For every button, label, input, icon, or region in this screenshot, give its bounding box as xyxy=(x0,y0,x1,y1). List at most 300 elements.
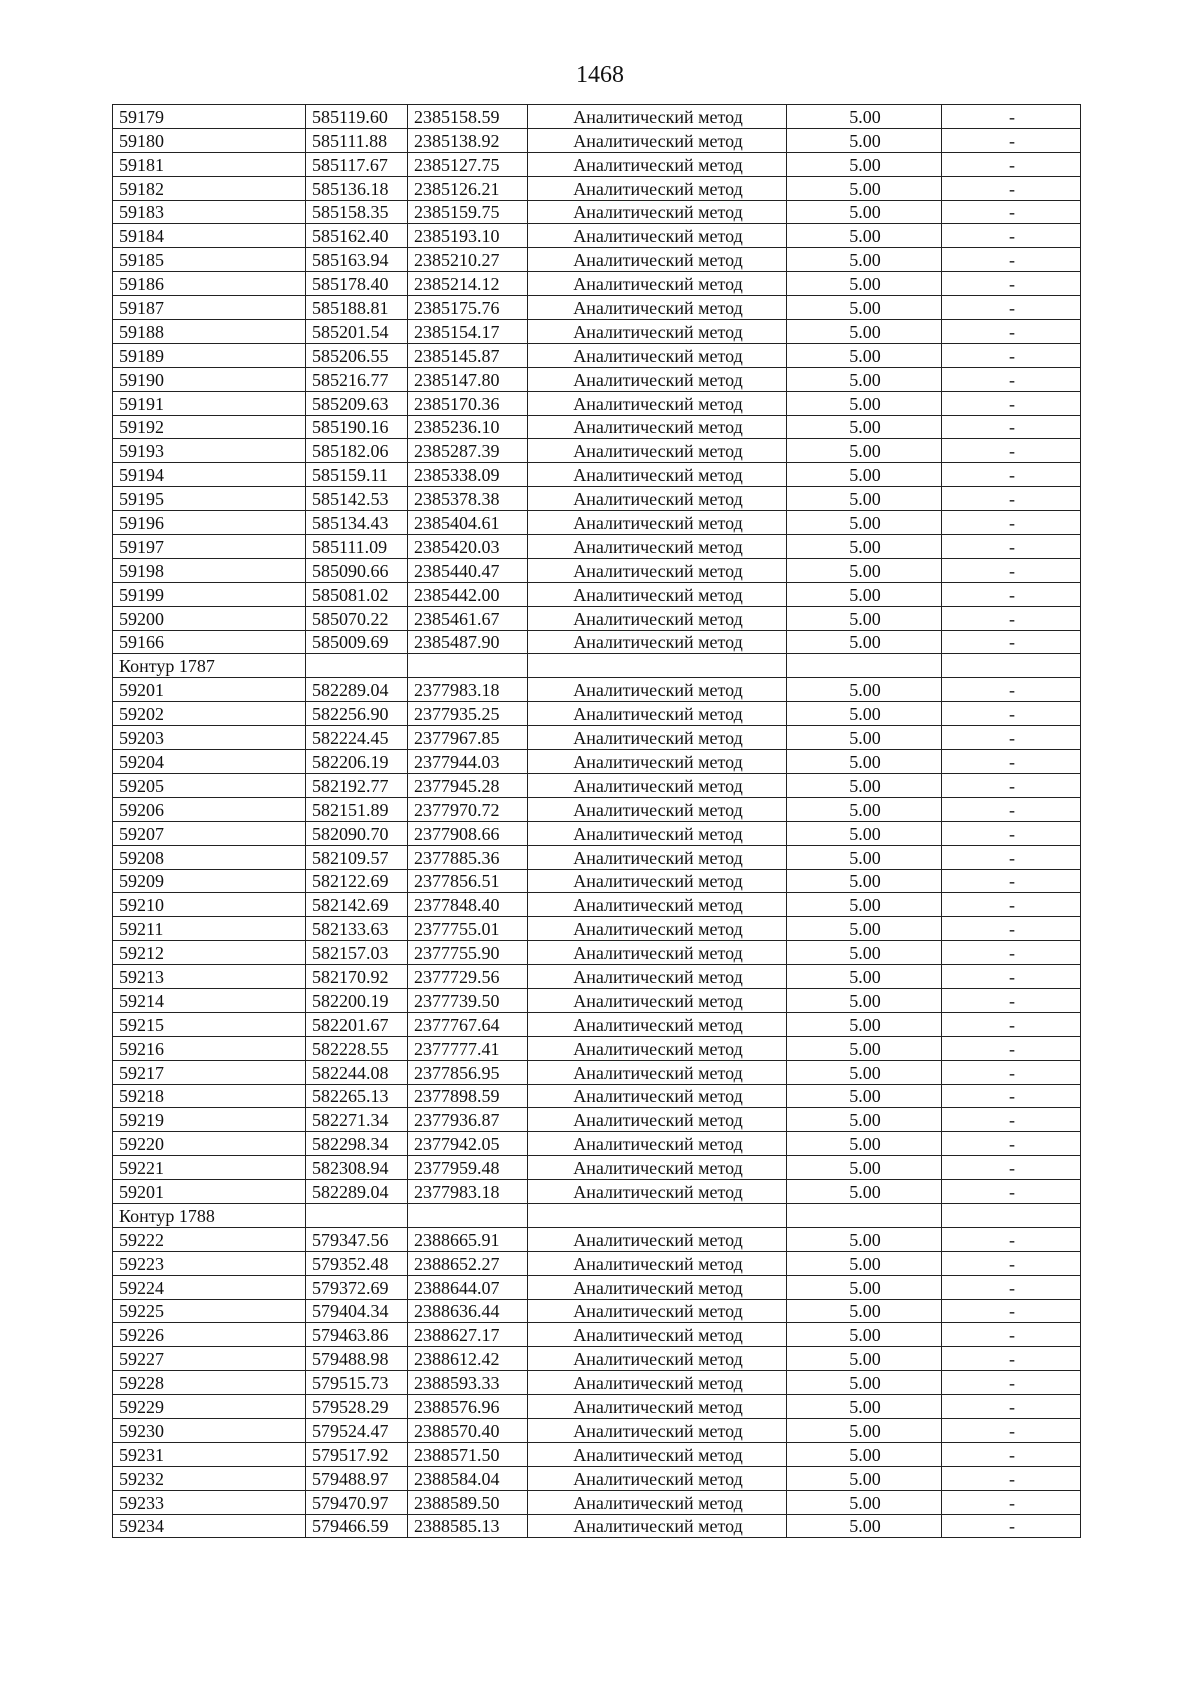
error-value: 5.00 xyxy=(787,1395,942,1419)
empty-cell xyxy=(942,654,1081,678)
point-number: 59214 xyxy=(113,988,306,1012)
y-coordinate: 2388584.04 xyxy=(408,1466,528,1490)
y-coordinate: 2377777.41 xyxy=(408,1036,528,1060)
method-cell: Аналитический метод xyxy=(528,1514,787,1538)
x-coordinate: 579347.56 xyxy=(306,1227,408,1251)
note-cell: - xyxy=(942,917,1081,941)
x-coordinate: 585188.81 xyxy=(306,296,408,320)
table-row xyxy=(113,296,1081,320)
point-number: 59206 xyxy=(113,797,306,821)
x-coordinate: 585136.18 xyxy=(306,176,408,200)
x-coordinate: 579528.29 xyxy=(306,1395,408,1419)
y-coordinate: 2377856.51 xyxy=(408,869,528,893)
point-number: 59225 xyxy=(113,1299,306,1323)
point-number: 59228 xyxy=(113,1371,306,1395)
point-number: 59213 xyxy=(113,965,306,989)
note-cell: - xyxy=(942,1347,1081,1371)
note-cell: - xyxy=(942,1418,1081,1442)
x-coordinate: 585117.67 xyxy=(306,152,408,176)
y-coordinate: 2388593.33 xyxy=(408,1371,528,1395)
error-value: 5.00 xyxy=(787,869,942,893)
error-value: 5.00 xyxy=(787,1275,942,1299)
x-coordinate: 585209.63 xyxy=(306,391,408,415)
error-value: 5.00 xyxy=(787,941,942,965)
error-value: 5.00 xyxy=(787,1227,942,1251)
y-coordinate: 2377970.72 xyxy=(408,797,528,821)
table-row xyxy=(113,105,1081,129)
contour-header-row xyxy=(113,654,1081,678)
note-cell: - xyxy=(942,1323,1081,1347)
point-number: 59193 xyxy=(113,439,306,463)
error-value: 5.00 xyxy=(787,343,942,367)
y-coordinate: 2377983.18 xyxy=(408,1180,528,1204)
error-value: 5.00 xyxy=(787,1251,942,1275)
table-row xyxy=(113,702,1081,726)
table-row xyxy=(113,917,1081,941)
error-value: 5.00 xyxy=(787,988,942,1012)
note-cell: - xyxy=(942,439,1081,463)
note-cell: - xyxy=(942,1514,1081,1538)
x-coordinate: 579488.97 xyxy=(306,1466,408,1490)
error-value: 5.00 xyxy=(787,224,942,248)
point-number: 59212 xyxy=(113,941,306,965)
table-row xyxy=(113,1490,1081,1514)
y-coordinate: 2385420.03 xyxy=(408,535,528,559)
point-number: 59166 xyxy=(113,630,306,654)
error-value: 5.00 xyxy=(787,1514,942,1538)
method-cell: Аналитический метод xyxy=(528,1418,787,1442)
x-coordinate: 585216.77 xyxy=(306,367,408,391)
y-coordinate: 2377983.18 xyxy=(408,678,528,702)
x-coordinate: 585206.55 xyxy=(306,343,408,367)
error-value: 5.00 xyxy=(787,296,942,320)
error-value: 5.00 xyxy=(787,893,942,917)
error-value: 5.00 xyxy=(787,1371,942,1395)
point-number: 59179 xyxy=(113,105,306,129)
y-coordinate: 2385170.36 xyxy=(408,391,528,415)
note-cell: - xyxy=(942,1490,1081,1514)
table-row xyxy=(113,773,1081,797)
x-coordinate: 579470.97 xyxy=(306,1490,408,1514)
y-coordinate: 2388636.44 xyxy=(408,1299,528,1323)
method-cell: Аналитический метод xyxy=(528,941,787,965)
note-cell: - xyxy=(942,630,1081,654)
table-row xyxy=(113,367,1081,391)
error-value: 5.00 xyxy=(787,965,942,989)
error-value: 5.00 xyxy=(787,1347,942,1371)
error-value: 5.00 xyxy=(787,750,942,774)
x-coordinate: 582244.08 xyxy=(306,1060,408,1084)
y-coordinate: 2377959.48 xyxy=(408,1156,528,1180)
error-value: 5.00 xyxy=(787,1442,942,1466)
empty-cell xyxy=(306,1203,408,1227)
point-number: 59191 xyxy=(113,391,306,415)
table-row xyxy=(113,391,1081,415)
method-cell: Аналитический метод xyxy=(528,1275,787,1299)
method-cell: Аналитический метод xyxy=(528,1060,787,1084)
empty-cell xyxy=(306,654,408,678)
table-row xyxy=(113,1466,1081,1490)
point-number: 59220 xyxy=(113,1132,306,1156)
y-coordinate: 2377908.66 xyxy=(408,821,528,845)
point-number: 59199 xyxy=(113,582,306,606)
y-coordinate: 2377967.85 xyxy=(408,726,528,750)
note-cell: - xyxy=(942,1156,1081,1180)
point-number: 59183 xyxy=(113,200,306,224)
note-cell: - xyxy=(942,415,1081,439)
note-cell: - xyxy=(942,320,1081,344)
x-coordinate: 585190.16 xyxy=(306,415,408,439)
y-coordinate: 2385442.00 xyxy=(408,582,528,606)
y-coordinate: 2377885.36 xyxy=(408,845,528,869)
x-coordinate: 579524.47 xyxy=(306,1418,408,1442)
note-cell: - xyxy=(942,821,1081,845)
error-value: 5.00 xyxy=(787,582,942,606)
error-value: 5.00 xyxy=(787,200,942,224)
x-coordinate: 579466.59 xyxy=(306,1514,408,1538)
x-coordinate: 582308.94 xyxy=(306,1156,408,1180)
table-row xyxy=(113,1251,1081,1275)
error-value: 5.00 xyxy=(787,1418,942,1442)
error-value: 5.00 xyxy=(787,535,942,559)
note-cell: - xyxy=(942,200,1081,224)
x-coordinate: 582133.63 xyxy=(306,917,408,941)
error-value: 5.00 xyxy=(787,439,942,463)
y-coordinate: 2377936.87 xyxy=(408,1108,528,1132)
note-cell: - xyxy=(942,128,1081,152)
x-coordinate: 585009.69 xyxy=(306,630,408,654)
error-value: 5.00 xyxy=(787,511,942,535)
coordinates-table xyxy=(112,104,1081,1538)
point-number: 59219 xyxy=(113,1108,306,1132)
method-cell: Аналитический метод xyxy=(528,702,787,726)
x-coordinate: 582142.69 xyxy=(306,893,408,917)
y-coordinate: 2377942.05 xyxy=(408,1132,528,1156)
x-coordinate: 585119.60 xyxy=(306,105,408,129)
y-coordinate: 2385287.39 xyxy=(408,439,528,463)
table-row xyxy=(113,582,1081,606)
point-number: 59186 xyxy=(113,272,306,296)
note-cell: - xyxy=(942,1395,1081,1419)
method-cell: Аналитический метод xyxy=(528,773,787,797)
x-coordinate: 579404.34 xyxy=(306,1299,408,1323)
method-cell: Аналитический метод xyxy=(528,128,787,152)
contour-label: Контур 1788 xyxy=(113,1203,306,1227)
note-cell: - xyxy=(942,893,1081,917)
method-cell: Аналитический метод xyxy=(528,511,787,535)
error-value: 5.00 xyxy=(787,128,942,152)
note-cell: - xyxy=(942,797,1081,821)
y-coordinate: 2388571.50 xyxy=(408,1442,528,1466)
note-cell: - xyxy=(942,941,1081,965)
note-cell: - xyxy=(942,773,1081,797)
y-coordinate: 2377935.25 xyxy=(408,702,528,726)
note-cell: - xyxy=(942,702,1081,726)
point-number: 59227 xyxy=(113,1347,306,1371)
point-number: 59185 xyxy=(113,248,306,272)
error-value: 5.00 xyxy=(787,487,942,511)
y-coordinate: 2385338.09 xyxy=(408,463,528,487)
note-cell: - xyxy=(942,1299,1081,1323)
table-row xyxy=(113,1418,1081,1442)
y-coordinate: 2388665.91 xyxy=(408,1227,528,1251)
point-number: 59215 xyxy=(113,1012,306,1036)
table-row xyxy=(113,176,1081,200)
method-cell: Аналитический метод xyxy=(528,821,787,845)
method-cell: Аналитический метод xyxy=(528,558,787,582)
y-coordinate: 2385404.61 xyxy=(408,511,528,535)
table-row xyxy=(113,1514,1081,1538)
table-row xyxy=(113,1108,1081,1132)
point-number: 59188 xyxy=(113,320,306,344)
table-row xyxy=(113,750,1081,774)
note-cell: - xyxy=(942,1371,1081,1395)
table-row xyxy=(113,1227,1081,1251)
table-row xyxy=(113,678,1081,702)
point-number: 59181 xyxy=(113,152,306,176)
point-number: 59203 xyxy=(113,726,306,750)
table-row xyxy=(113,988,1081,1012)
error-value: 5.00 xyxy=(787,1060,942,1084)
x-coordinate: 582192.77 xyxy=(306,773,408,797)
note-cell: - xyxy=(942,606,1081,630)
y-coordinate: 2385487.90 xyxy=(408,630,528,654)
note-cell: - xyxy=(942,1442,1081,1466)
x-coordinate: 585090.66 xyxy=(306,558,408,582)
method-cell: Аналитический метод xyxy=(528,893,787,917)
table-row xyxy=(113,415,1081,439)
x-coordinate: 582271.34 xyxy=(306,1108,408,1132)
y-coordinate: 2385378.38 xyxy=(408,487,528,511)
method-cell: Аналитический метод xyxy=(528,463,787,487)
y-coordinate: 2388612.42 xyxy=(408,1347,528,1371)
y-coordinate: 2388570.40 xyxy=(408,1418,528,1442)
y-coordinate: 2388652.27 xyxy=(408,1251,528,1275)
y-coordinate: 2388627.17 xyxy=(408,1323,528,1347)
note-cell: - xyxy=(942,248,1081,272)
method-cell: Аналитический метод xyxy=(528,1227,787,1251)
y-coordinate: 2385193.10 xyxy=(408,224,528,248)
error-value: 5.00 xyxy=(787,773,942,797)
table-row xyxy=(113,511,1081,535)
method-cell: Аналитический метод xyxy=(528,296,787,320)
x-coordinate: 585182.06 xyxy=(306,439,408,463)
page-number: 1468 xyxy=(576,62,624,88)
x-coordinate: 585162.40 xyxy=(306,224,408,248)
y-coordinate: 2388576.96 xyxy=(408,1395,528,1419)
error-value: 5.00 xyxy=(787,726,942,750)
method-cell: Аналитический метод xyxy=(528,439,787,463)
point-number: 59224 xyxy=(113,1275,306,1299)
x-coordinate: 582200.19 xyxy=(306,988,408,1012)
error-value: 5.00 xyxy=(787,1466,942,1490)
y-coordinate: 2385127.75 xyxy=(408,152,528,176)
note-cell: - xyxy=(942,845,1081,869)
point-number: 59194 xyxy=(113,463,306,487)
point-number: 59200 xyxy=(113,606,306,630)
x-coordinate: 582090.70 xyxy=(306,821,408,845)
y-coordinate: 2385147.80 xyxy=(408,367,528,391)
point-number: 59192 xyxy=(113,415,306,439)
error-value: 5.00 xyxy=(787,415,942,439)
table-row xyxy=(113,535,1081,559)
method-cell: Аналитический метод xyxy=(528,1466,787,1490)
note-cell: - xyxy=(942,343,1081,367)
table-row xyxy=(113,1395,1081,1419)
note-cell: - xyxy=(942,678,1081,702)
point-number: 59233 xyxy=(113,1490,306,1514)
error-value: 5.00 xyxy=(787,1156,942,1180)
table-row xyxy=(113,1275,1081,1299)
method-cell: Аналитический метод xyxy=(528,248,787,272)
point-number: 59232 xyxy=(113,1466,306,1490)
empty-cell xyxy=(787,1203,942,1227)
error-value: 5.00 xyxy=(787,320,942,344)
note-cell: - xyxy=(942,1466,1081,1490)
x-coordinate: 579463.86 xyxy=(306,1323,408,1347)
error-value: 5.00 xyxy=(787,1323,942,1347)
method-cell: Аналитический метод xyxy=(528,343,787,367)
table-row xyxy=(113,630,1081,654)
point-number: 59184 xyxy=(113,224,306,248)
table-row xyxy=(113,1299,1081,1323)
method-cell: Аналитический метод xyxy=(528,750,787,774)
y-coordinate: 2377767.64 xyxy=(408,1012,528,1036)
point-number: 59204 xyxy=(113,750,306,774)
x-coordinate: 585081.02 xyxy=(306,582,408,606)
x-coordinate: 585111.09 xyxy=(306,535,408,559)
table-row xyxy=(113,869,1081,893)
method-cell: Аналитический метод xyxy=(528,869,787,893)
table-row xyxy=(113,224,1081,248)
method-cell: Аналитический метод xyxy=(528,391,787,415)
table-row xyxy=(113,1323,1081,1347)
table-row xyxy=(113,463,1081,487)
y-coordinate: 2377848.40 xyxy=(408,893,528,917)
error-value: 5.00 xyxy=(787,176,942,200)
point-number: 59190 xyxy=(113,367,306,391)
x-coordinate: 582170.92 xyxy=(306,965,408,989)
y-coordinate: 2377944.03 xyxy=(408,750,528,774)
point-number: 59201 xyxy=(113,1180,306,1204)
method-cell: Аналитический метод xyxy=(528,606,787,630)
point-number: 59229 xyxy=(113,1395,306,1419)
empty-cell xyxy=(528,654,787,678)
note-cell: - xyxy=(942,1060,1081,1084)
method-cell: Аналитический метод xyxy=(528,1132,787,1156)
note-cell: - xyxy=(942,511,1081,535)
error-value: 5.00 xyxy=(787,105,942,129)
y-coordinate: 2385138.92 xyxy=(408,128,528,152)
table-row xyxy=(113,558,1081,582)
note-cell: - xyxy=(942,965,1081,989)
method-cell: Аналитический метод xyxy=(528,487,787,511)
table-row xyxy=(113,1156,1081,1180)
x-coordinate: 579515.73 xyxy=(306,1371,408,1395)
x-coordinate: 585178.40 xyxy=(306,272,408,296)
note-cell: - xyxy=(942,750,1081,774)
empty-cell xyxy=(408,1203,528,1227)
y-coordinate: 2385175.76 xyxy=(408,296,528,320)
x-coordinate: 582201.67 xyxy=(306,1012,408,1036)
note-cell: - xyxy=(942,391,1081,415)
note-cell: - xyxy=(942,1036,1081,1060)
table-row xyxy=(113,845,1081,869)
table-row xyxy=(113,941,1081,965)
error-value: 5.00 xyxy=(787,702,942,726)
x-coordinate: 579517.92 xyxy=(306,1442,408,1466)
x-coordinate: 582289.04 xyxy=(306,678,408,702)
method-cell: Аналитический метод xyxy=(528,845,787,869)
x-coordinate: 585159.11 xyxy=(306,463,408,487)
method-cell: Аналитический метод xyxy=(528,272,787,296)
point-number: 59234 xyxy=(113,1514,306,1538)
table-row xyxy=(113,272,1081,296)
note-cell: - xyxy=(942,1227,1081,1251)
error-value: 5.00 xyxy=(787,1012,942,1036)
method-cell: Аналитический метод xyxy=(528,965,787,989)
y-coordinate: 2377755.01 xyxy=(408,917,528,941)
error-value: 5.00 xyxy=(787,463,942,487)
method-cell: Аналитический метод xyxy=(528,367,787,391)
y-coordinate: 2385158.59 xyxy=(408,105,528,129)
method-cell: Аналитический метод xyxy=(528,1036,787,1060)
method-cell: Аналитический метод xyxy=(528,105,787,129)
point-number: 59209 xyxy=(113,869,306,893)
method-cell: Аналитический метод xyxy=(528,224,787,248)
error-value: 5.00 xyxy=(787,678,942,702)
table-row xyxy=(113,726,1081,750)
error-value: 5.00 xyxy=(787,248,942,272)
y-coordinate: 2385461.67 xyxy=(408,606,528,630)
x-coordinate: 585134.43 xyxy=(306,511,408,535)
note-cell: - xyxy=(942,988,1081,1012)
note-cell: - xyxy=(942,152,1081,176)
x-coordinate: 579352.48 xyxy=(306,1251,408,1275)
x-coordinate: 582298.34 xyxy=(306,1132,408,1156)
note-cell: - xyxy=(942,869,1081,893)
method-cell: Аналитический метод xyxy=(528,152,787,176)
error-value: 5.00 xyxy=(787,1108,942,1132)
point-number: 59221 xyxy=(113,1156,306,1180)
x-coordinate: 582224.45 xyxy=(306,726,408,750)
point-number: 59196 xyxy=(113,511,306,535)
contour-label: Контур 1787 xyxy=(113,654,306,678)
table-row xyxy=(113,1012,1081,1036)
error-value: 5.00 xyxy=(787,845,942,869)
y-coordinate: 2388644.07 xyxy=(408,1275,528,1299)
x-coordinate: 582265.13 xyxy=(306,1084,408,1108)
note-cell: - xyxy=(942,535,1081,559)
coordinates-table-body xyxy=(113,105,1081,1538)
x-coordinate: 585111.88 xyxy=(306,128,408,152)
method-cell: Аналитический метод xyxy=(528,415,787,439)
method-cell: Аналитический метод xyxy=(528,176,787,200)
x-coordinate: 585158.35 xyxy=(306,200,408,224)
table-row xyxy=(113,1084,1081,1108)
error-value: 5.00 xyxy=(787,1299,942,1323)
note-cell: - xyxy=(942,487,1081,511)
y-coordinate: 2377898.59 xyxy=(408,1084,528,1108)
method-cell: Аналитический метод xyxy=(528,1395,787,1419)
table-row xyxy=(113,1180,1081,1204)
method-cell: Аналитический метод xyxy=(528,1108,787,1132)
error-value: 5.00 xyxy=(787,367,942,391)
note-cell: - xyxy=(942,1275,1081,1299)
error-value: 5.00 xyxy=(787,1132,942,1156)
y-coordinate: 2385159.75 xyxy=(408,200,528,224)
x-coordinate: 582122.69 xyxy=(306,869,408,893)
